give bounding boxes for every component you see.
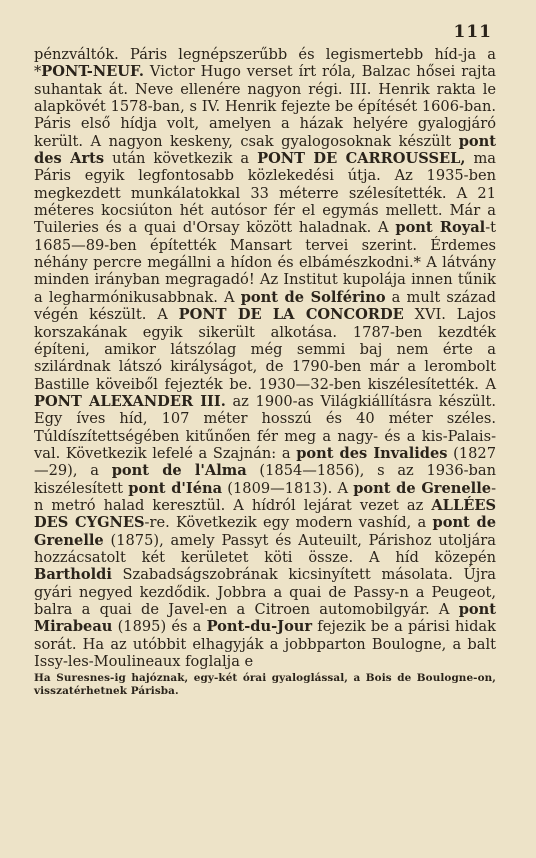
text-run: (1875), amely Passyt és Auteuilt, Párishoz utoljára hozzácsatolt két kerületet köti össze. A híd közepén [34, 531, 496, 566]
bold-run: Bartholdi [34, 566, 112, 584]
bold-run: PONT DE CARROUSSEL, [257, 150, 466, 168]
text-run: Szabadságszobrának kicsinyített másolata. Újra gyári negyed kezdődik. Jobbra a quai de Passy-n a Peugeot, balra a quai de Javel-en a Citroen automobilgyár. A [34, 566, 496, 618]
text-run: ma Páris egyik legfontosabb közlekedési útja. Az 1935-ben megkezdett munkálatokkal 33 méterre szélesítették. A 21 méteres kocsiúton hét autósor fér el egymás mellett. Már a Tuileries és a quai d'Orsay között haladnak. A [34, 150, 496, 237]
text-run: a mult század végén készült. A [34, 288, 496, 324]
text-run: -t 1685—89-ben építették Mansart tervei szerint. Érdemes néhány percre megállni a hídon és elbámészkodni.* A látvány minden irányban megragadó! Az Institut kupolája innen tűnik a legharmónikusabbnak. A [34, 219, 496, 306]
bold-run: Pont-du-Jour [206, 618, 313, 636]
text-run: (1854—1856), s az 1936-ban kiszélesített [34, 462, 496, 497]
bold-run: PONT DE LA CONCORDE [178, 306, 404, 324]
bold-run: pont de Grenelle [34, 514, 496, 549]
text-run: (1809—1813). A [222, 479, 354, 497]
bold-run: pont d'Iéna [128, 479, 223, 497]
text-run: XVI. Lajos korszakának egyik sikerült alkotása. 1787-ben kezdték építeni, amikor látszólag még semmi baj nem érte a szilárdnak látszó királyságot, de 1790-ben már a lerombolt Bastille köveiből fejezték be. 1930—32-ben kiszélesítették. A [34, 306, 496, 393]
page-number: 111 [453, 22, 492, 42]
text-run: után következik a [104, 150, 258, 168]
bold-run: pont des Arts [34, 132, 496, 168]
text-run: fejezik be a párisi hidak sorát. Ha az utóbbit elhagyják a jobbparton Boulogne, a balt Issy-les-Moulineaux foglalja e [34, 618, 496, 671]
bold-run: PONT ALEXANDER III. [34, 392, 226, 410]
text-run: (1827—29), a [34, 444, 496, 480]
bold-run: pont Mirabeau [34, 601, 496, 636]
text-run: -re. Következik egy modern vashíd, a [144, 514, 433, 532]
bold-run: pont des Invalides [296, 444, 448, 462]
body-paragraph [34, 46, 496, 670]
bold-run: ALLÉES DES CYGNES [34, 496, 496, 532]
bold-run: PONT-NEUF. [41, 63, 144, 81]
footnote: Ha Suresnes-ig hajóznak, egy-két órai gyaloglással, a Bois de Boulogne-on, visszatérhetnek Párisba. [34, 672, 496, 698]
text-run: pénzváltók. Páris legnépszerűbb és legismertebb híd-ja a * [34, 46, 496, 81]
bold-run: pont de l'Alma [111, 462, 247, 480]
text-run: -n metró halad keresztül. A hídról lejárat vezet az [34, 479, 496, 514]
bold-run: pont de Solférino [240, 288, 386, 306]
text-run: Victor Hugo verset írt róla, Balzac hősei rajta suhantak át. Neve ellenére nagyon régi. III. Henrik rakta le alapkövét 1578-ban, s IV. Henrik fejezte be építését 1606-ban. Páris első hídja volt, amelyen a házak helyére gyalogjáró került. A nagyon keskeny, csak gyalogosoknak készült [34, 63, 496, 150]
bold-run: pont Royal [395, 219, 486, 237]
bold-run: pont de Grenelle [353, 479, 492, 497]
text-run: az 1900-as Világkiállításra készült. Egy íves híd, 107 méter hosszú és 40 méter széles. Túldíszítettségében kitűnően fér meg a nagy- és a kis-Palais-val. Következik lefelé a Szajnán: a [34, 392, 496, 462]
text-run: (1895) és a [112, 618, 207, 636]
